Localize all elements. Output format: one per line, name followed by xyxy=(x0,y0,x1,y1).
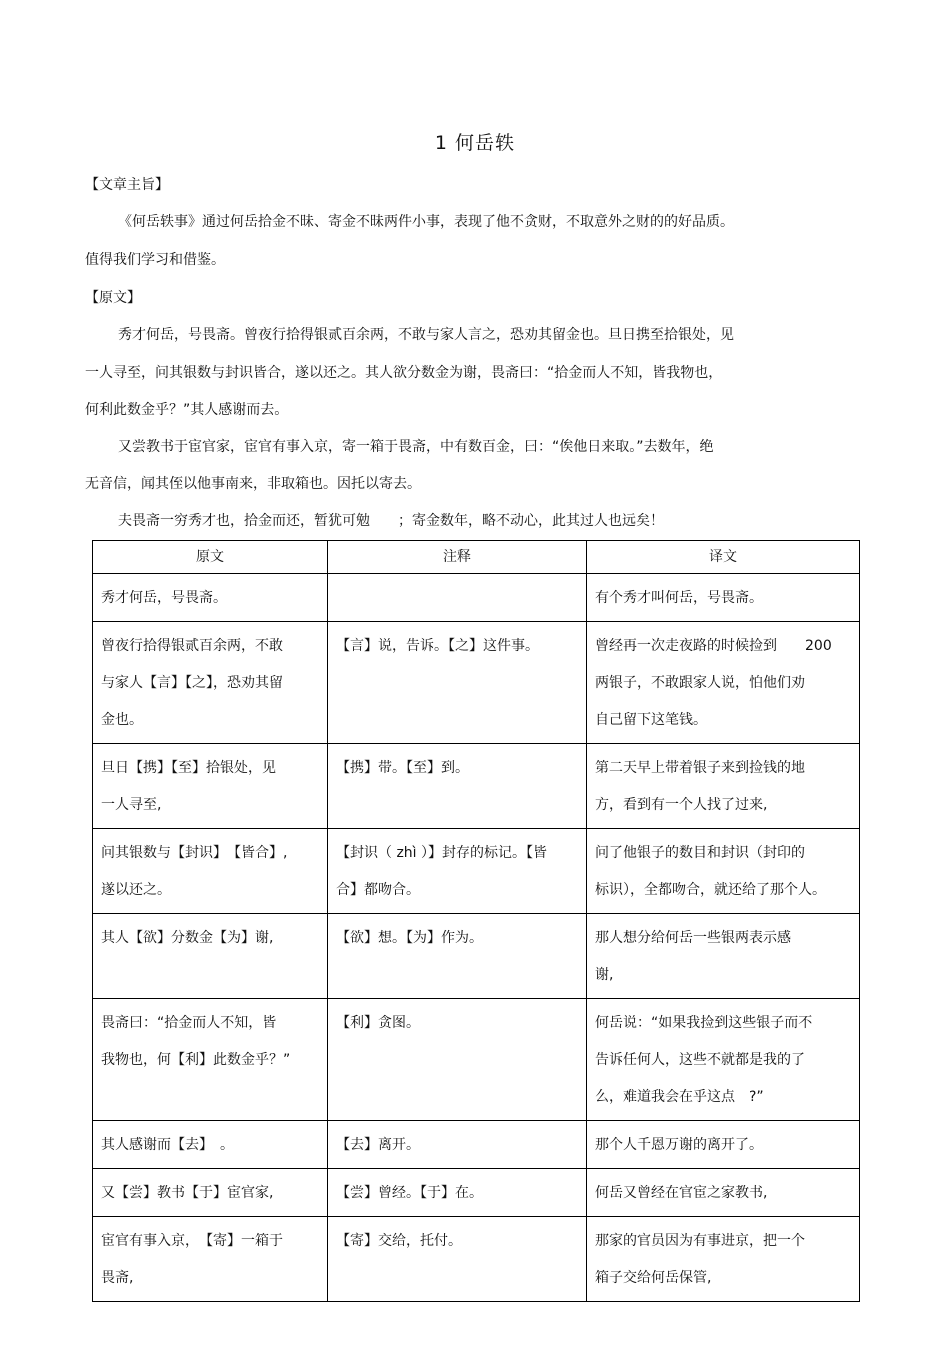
cell-original: 其人【欲】分数金【为】谢, xyxy=(93,914,328,999)
cell-translation: 那个人千恩万谢的离开了。 xyxy=(587,1121,860,1169)
cell-translation: 何岳说：“如果我捡到这些银子而不 告诉任何人，这些不就都是我的了 么，难道我会在乎这点 ?” xyxy=(587,999,860,1121)
table-row xyxy=(93,1217,860,1302)
cell-original: 其人感谢而【去】 。 xyxy=(93,1121,328,1169)
table-header-row xyxy=(93,541,860,574)
cell-notes: 【言】说，告诉。【之】这件事。 xyxy=(328,622,587,744)
cell-notes: 【去】离开。 xyxy=(328,1121,587,1169)
cell-notes xyxy=(328,574,587,622)
cell-translation: 第二天早上带着银子来到捡钱的地 方，看到有一个人找了过来, xyxy=(587,744,860,829)
cell-notes: 【尝】曾经。【于】在。 xyxy=(328,1169,587,1217)
header-notes: 注释 xyxy=(328,541,587,574)
cell-translation: 何岳又曾经在官宦之家教书, xyxy=(587,1169,860,1217)
cell-original: 秀才何岳，号畏斋。 xyxy=(93,574,328,622)
table-row xyxy=(93,1169,860,1217)
table-row xyxy=(93,744,860,829)
cell-original: 旦日【携】【至】拾银处，见 一人寻至, xyxy=(93,744,328,829)
cell-original: 问其银数与【封识】 【皆合】, 遂以还之。 xyxy=(93,829,328,914)
cell-notes: 【利】贪图。 xyxy=(328,999,587,1121)
annotation-table xyxy=(92,540,860,1302)
theme-text: 《何岳轶事》通过何岳拾金不昧、寄金不昧两件小事，表现了他不贪财，不取意外之财的的好品质。 xyxy=(118,214,734,230)
cell-translation: 那人想分给何岳一些银两表示感 谢, xyxy=(587,914,860,999)
table-row xyxy=(93,622,860,744)
table-row xyxy=(93,999,860,1121)
theme-text-cont: 值得我们学习和借鉴。 xyxy=(85,252,225,268)
cell-translation: 曾经再一次走夜路的时候捡到 200 两银子，不敢跟家人说，怕他们劝 自己留下这笔钱。 xyxy=(587,622,860,744)
original-p2-line2: 无音信，闻其侄以他事南来，非取箱也。因托以寄去。 xyxy=(85,476,421,492)
original-p1-line1: 秀才何岳，号畏斋。曾夜行拾得银贰百余两，不敢与家人言之，恐劝其留金也。旦日携至拾银处，见 xyxy=(118,327,734,343)
cell-notes: 【封识（ zhì ）】封存的标记。【皆 合】都吻合。 xyxy=(328,829,587,914)
header-original: 原文 xyxy=(93,541,328,574)
original-heading: 【原文】 xyxy=(85,290,141,306)
original-p3-line1: 夫畏斋一穷秀才也，拾金而还，暂犹可勉 ；寄金数年，略不动心，此其过人也远矣！ xyxy=(118,513,664,529)
cell-translation: 问了他银子的数目和封识（封印的 标识），全都吻合，就还给了那个人。 xyxy=(587,829,860,914)
original-p1-line2: 一人寻至，问其银数与封识皆合，遂以还之。其人欲分数金为谢，畏斋曰：“拾金而人不知，皆我物也， xyxy=(85,365,723,381)
table-row xyxy=(93,914,860,999)
cell-original: 宦官有事入京， 【寄】一箱于 畏斋, xyxy=(93,1217,328,1302)
page-title: 1 何岳轶 xyxy=(434,132,516,154)
cell-original: 又【尝】教书【于】宦官家, xyxy=(93,1169,328,1217)
header-translation: 译文 xyxy=(587,541,860,574)
table-row xyxy=(93,574,860,622)
table-row xyxy=(93,1121,860,1169)
cell-notes: 【寄】交给，托付。 xyxy=(328,1217,587,1302)
cell-translation: 那家的官员因为有事进京，把一个 箱子交给何岳保管, xyxy=(587,1217,860,1302)
cell-original: 畏斋曰：“拾金而人不知，皆 我物也，何【利】此数金乎？” xyxy=(93,999,328,1121)
cell-notes: 【欲】想。【为】作为。 xyxy=(328,914,587,999)
theme-heading: 【文章主旨】 xyxy=(85,177,169,193)
cell-notes: 【携】带。【至】到。 xyxy=(328,744,587,829)
original-p2-line1: 又尝教书于宦官家，宦官有事入京，寄一箱于畏斋，中有数百金，曰：“俟他日来取。”去数年，绝 xyxy=(118,439,714,455)
original-p1-line3: 何利此数金乎？”其人感谢而去。 xyxy=(85,402,289,418)
cell-original: 曾夜行拾得银贰百余两，不敢 与家人【言】【之】，恐劝其留 金也。 xyxy=(93,622,328,744)
cell-translation: 有个秀才叫何岳，号畏斋。 xyxy=(587,574,860,622)
table-row xyxy=(93,829,860,914)
